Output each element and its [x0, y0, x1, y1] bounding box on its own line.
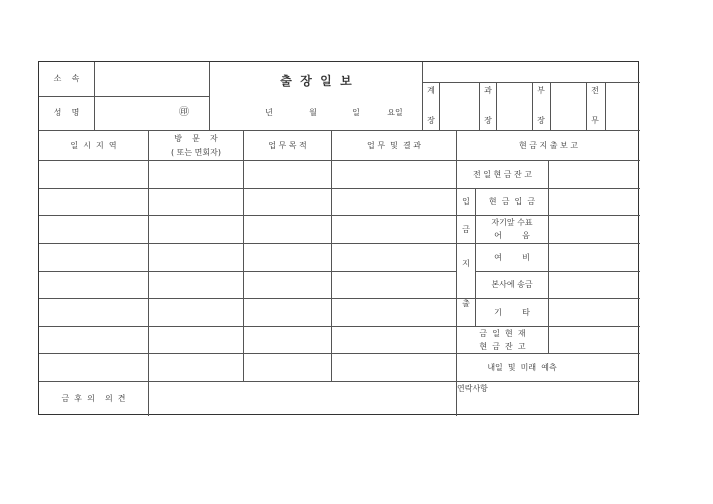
col-visitor-sub: ( 또는 면회자)	[171, 147, 221, 157]
divider	[496, 82, 497, 130]
expense-group-top: 지	[462, 259, 470, 268]
affiliation-field[interactable]	[95, 62, 209, 96]
approval-4-top: 전	[591, 86, 599, 95]
today-balance-label-1: 금 일 현 재	[479, 328, 526, 338]
other-label: 기 타	[494, 307, 530, 317]
travel-label: 여 비	[494, 252, 530, 262]
approval-2-bottom: 장	[484, 116, 492, 125]
approval-1-top: 계	[427, 86, 435, 95]
divider	[422, 82, 640, 83]
divider	[331, 130, 332, 381]
remit-label: 본사에 송금	[491, 280, 533, 289]
note-label-2: 어 음	[494, 231, 530, 240]
col-cash-report: 현 금 지 출 보 고	[518, 140, 579, 150]
date-day: 일	[352, 108, 360, 117]
col-purpose: 업 무 목 적	[268, 140, 307, 150]
col-visitor: 방 문 자	[174, 133, 218, 143]
divider	[39, 243, 640, 244]
divider	[148, 130, 149, 416]
date-month: 월	[309, 108, 317, 117]
approval-1-bottom: 장	[427, 116, 435, 125]
approval-3-top: 부	[537, 86, 545, 95]
form-title: 출 장 일 보	[280, 74, 352, 88]
seal-mark: ㊞	[179, 107, 189, 118]
income-group-bottom: 금	[462, 224, 470, 234]
divider	[39, 215, 640, 216]
affiliation-label: 소 속	[53, 74, 80, 83]
approval-4-bottom: 무	[591, 116, 599, 125]
divider	[39, 271, 456, 272]
col-date-region: 일 시 지 역	[70, 140, 117, 150]
cash-income-label: 현 금 입 금	[488, 197, 536, 206]
divider	[439, 82, 440, 130]
prev-balance-label: 전 일 현 금 잔 고	[472, 169, 533, 179]
divider	[243, 130, 244, 381]
contact-label: 연락사항	[457, 384, 488, 393]
divider	[605, 82, 606, 130]
forecast-label: 내일 및 미래 예측	[487, 362, 557, 372]
approval-3-bottom: 장	[537, 116, 545, 125]
date-year: 년	[265, 108, 273, 117]
travel-report-form	[38, 61, 639, 415]
divider	[39, 326, 640, 327]
approval-2-top: 과	[484, 86, 492, 95]
expense-group-bottom: 출	[462, 299, 470, 308]
note-label-1: 자기앞 수표	[491, 218, 533, 227]
name-label: 성 명	[53, 108, 80, 117]
divider	[39, 298, 640, 299]
today-balance-label-2: 현 금 잔 고	[479, 341, 526, 351]
future-opinion-label: 금 후 의 의 견	[61, 394, 126, 403]
date-weekday: 요일	[387, 108, 403, 117]
divider	[550, 82, 551, 130]
income-group-top: 입	[462, 197, 470, 206]
col-work-result: 업 무 및 결 과	[367, 140, 421, 150]
divider	[39, 160, 640, 161]
divider	[39, 188, 640, 189]
